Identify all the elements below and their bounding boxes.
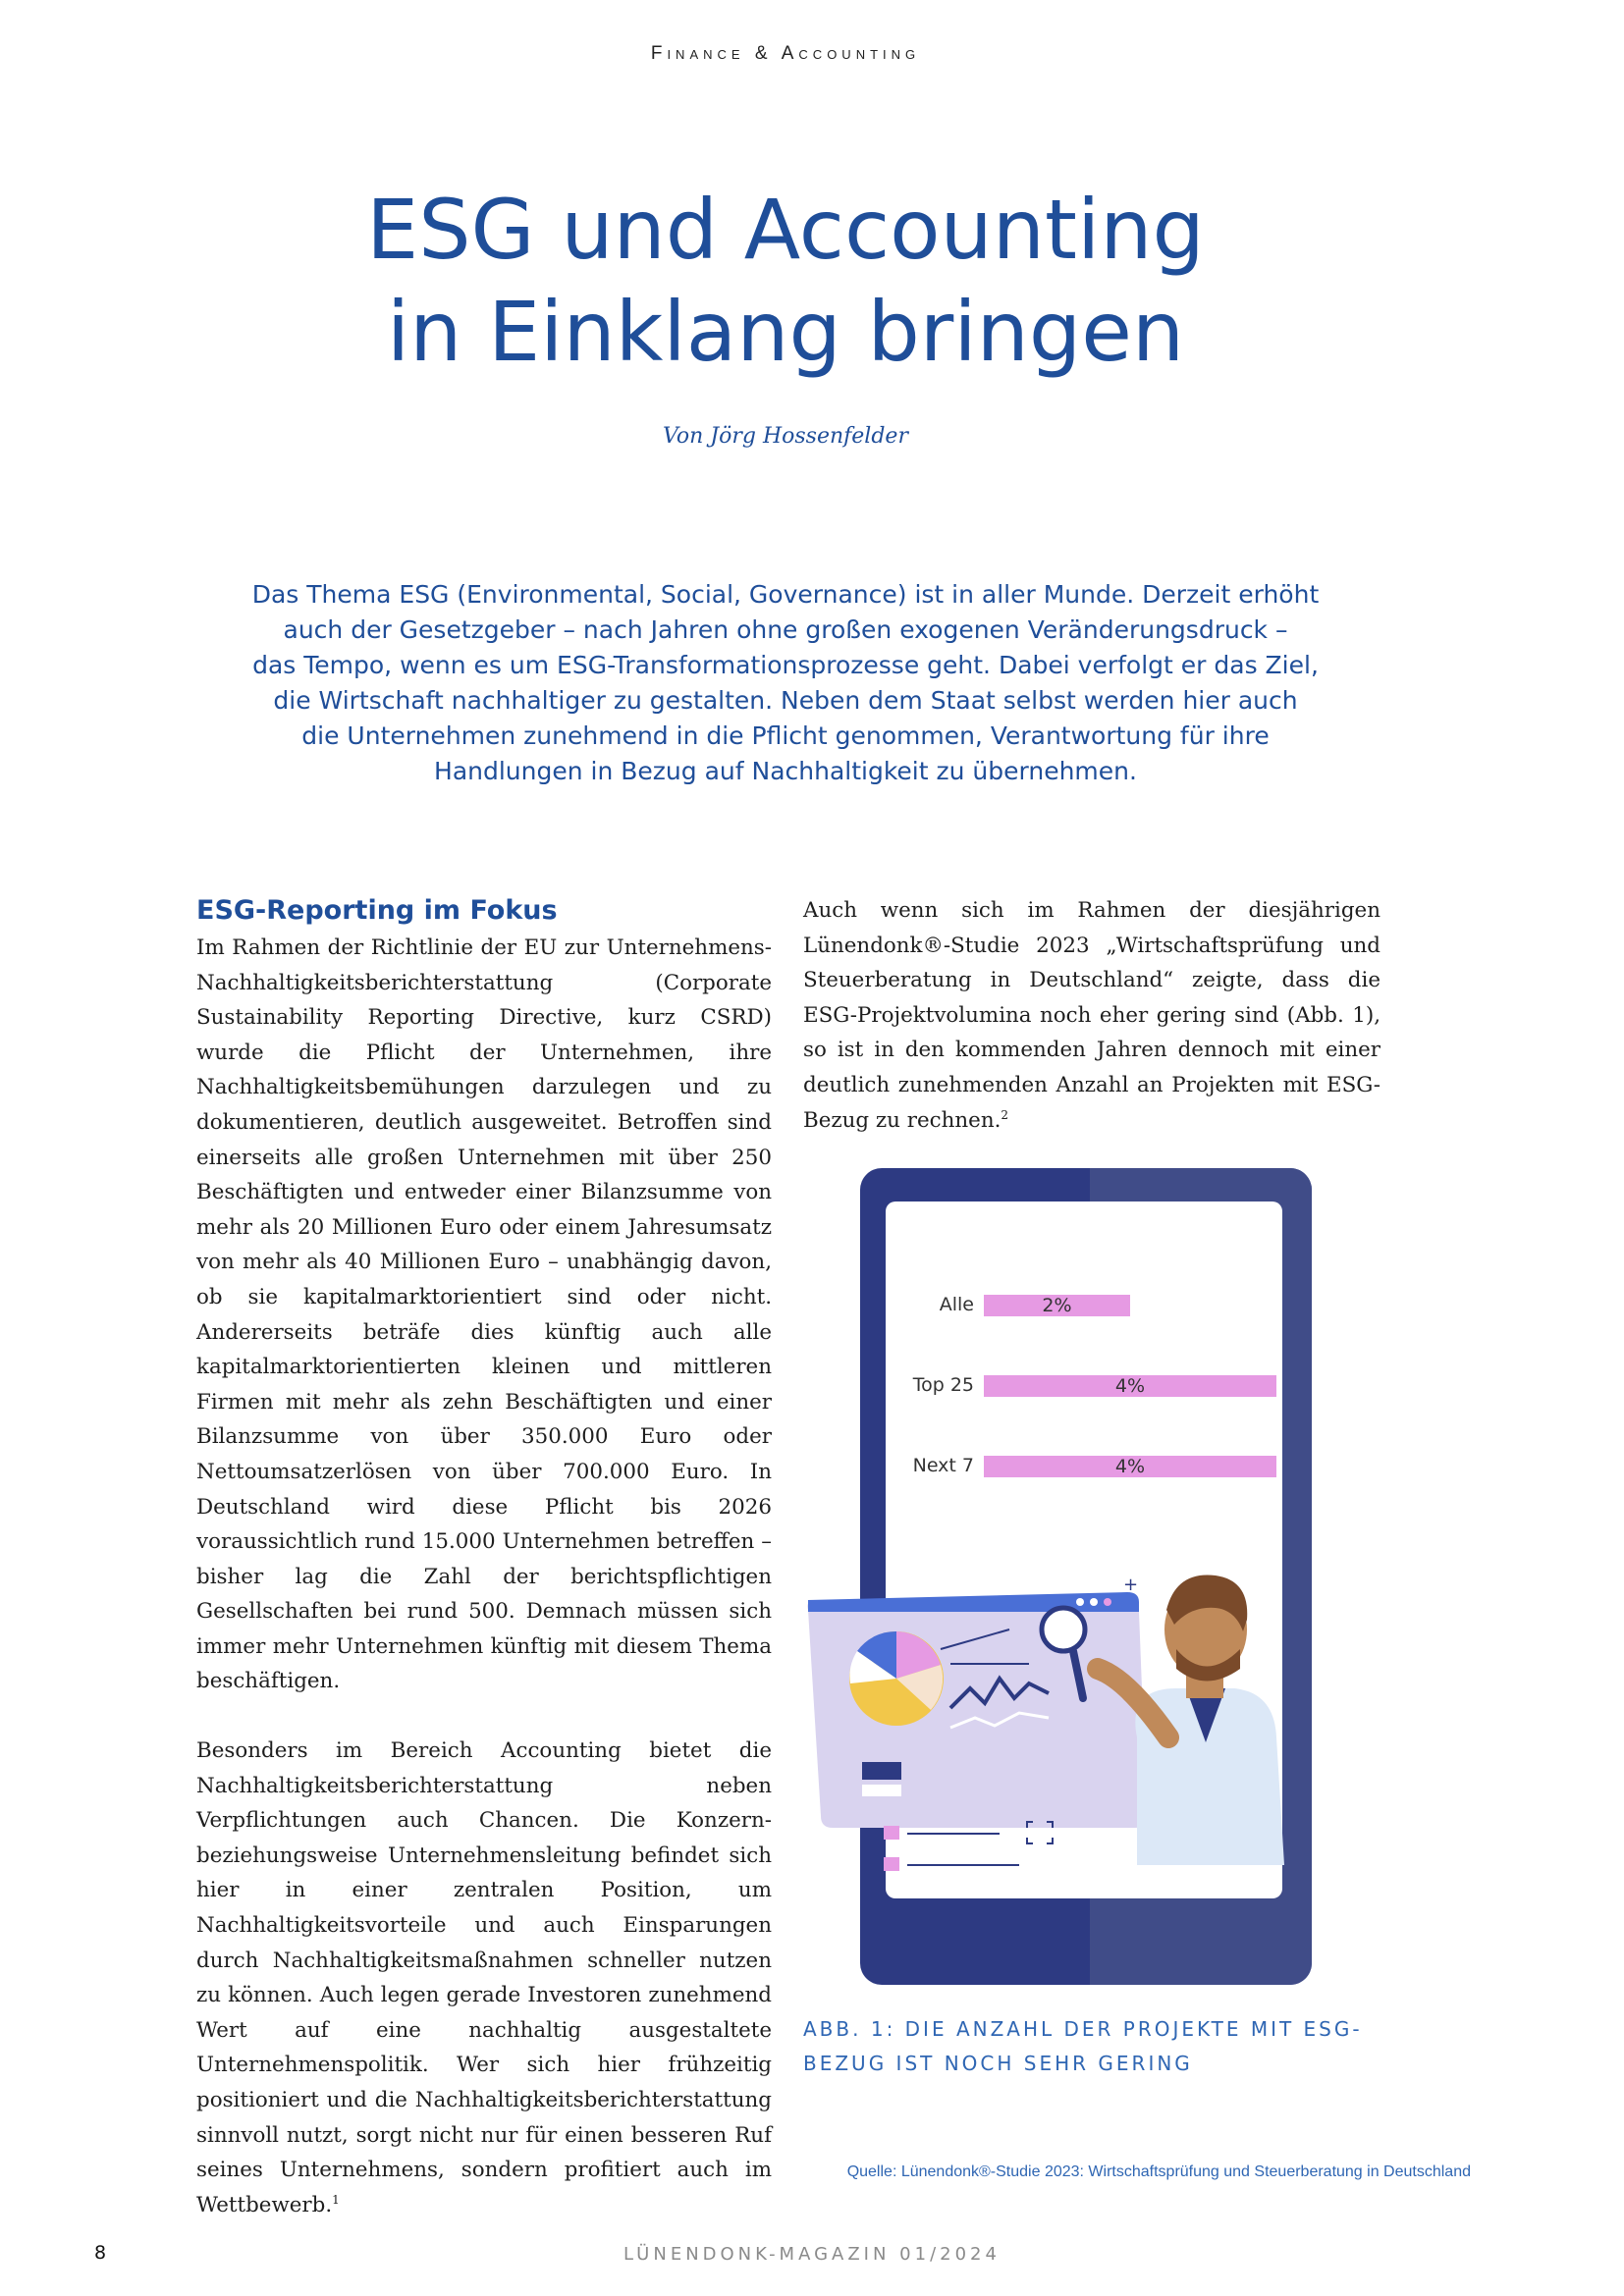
footnote-marker: 2 [1001,1107,1009,1122]
lead-line: die Wirtschaft nachhaltiger zu gestalten. Neben dem Staat selbst werden hier auch [273,686,1298,715]
figure-caption [803,2012,1392,2081]
title-line: in Einklang bringen [386,284,1185,380]
caption-line: ABB. 1: DIE ANZAHL DER PROJEKTE MIT ESG- [803,2017,1363,2041]
figure-source: Quelle: Lünendonk®-Studie 2023: Wirtschaftsprüfung und Steuerberatung in Deutschland [846,2163,1471,2180]
article-title [0,179,1571,383]
body-paragraph [196,1734,772,2222]
lead-line: Das Thema ESG (Environmental, Social, Governance) ist in aller Munde. Derzeit erhöht [251,580,1320,609]
paragraph-text: Auch wenn sich im Rahmen der diesjährigen Lünendonk®-Studie 2023 „Wirtschaftsprüfung und Steuerberatung in Deutschland“ zeigte, dass die ESG-Projektvolumina noch eher gering sind (Abb. 1), so ist in den kommenden Jahren dennoch mit einer deutlich zunehmenden Anzahl an Projekten mit ESG-Bezug zu rechnen. [803,898,1380,1133]
lead-line: Handlungen in Bezug auf Nachhaltigkeit zu übernehmen. [434,757,1137,785]
bar-category-label: Alle [939,1294,974,1315]
title-line: ESG und Accounting [366,182,1205,278]
bar-category-label: Top 25 [912,1374,974,1396]
footnote-marker: 1 [332,2192,340,2207]
right-column [803,893,1380,1138]
bar [984,1295,1130,1316]
lead-line: auch der Gesetzgeber – nach Jahren ohne großen exogenen Veränderungsdruck – [283,615,1288,644]
section-subheading: ESG-Reporting im Fokus [196,895,558,926]
lead-line: die Unternehmen zunehmend in die Pflicht genommen, Verantwortung für ihre [301,721,1270,750]
body-paragraph [803,893,1380,1138]
left-column [196,893,772,2222]
lead-paragraph [196,577,1375,789]
section-label: Finance & Accounting [650,43,921,64]
bar-category-label: Next 7 [912,1455,974,1476]
author-byline: Von Jörg Hossenfelder [663,424,908,449]
svg-text:+: + [1123,1575,1139,1595]
paragraph-text: Besonders im Bereich Accounting bietet die Nachhaltigkeitsberichterstattung neben Verpflichtungen auch Chancen. Die Konzern- beziehungsweise Unternehmensleitung befindet sich hier in einer zentralen Position, um Nachhaltigkeitsvorteile und auch Einsparungen durch Nachhaltigkeitsmaßnahmen schneller nutzen zu können. Auch legen gerade Investoren zunehmend Wert auf eine nachhaltig ausgestaltete Unternehmenspolitik. Wer sich hier frühzeitig positioniert und die Nachhaltigkeitsberichterstattung sinnvoll nutzt, sorgt nicht nur für einen besseren Ruf seines Unternehmens, sondern profitiert auch im Wettbewerb. [196,1738,772,2217]
bar-chart [886,1276,1282,1492]
bar-value-label: 2% [1042,1295,1072,1316]
caption-line: BEZUG IST NOCH SEHR GERING [803,2052,1193,2075]
magazine-footer: LÜNENDONK-MAGAZIN 01/2024 [623,2244,1001,2265]
page-number: 8 [94,2242,107,2264]
pie-chart-icon [849,1631,944,1726]
bar-value-label: 4% [1114,1375,1146,1397]
bar [984,1375,1276,1397]
lead-line: das Tempo, wenn es um ESG-Transformationsprozesse geht. Dabei verfolgt er das Ziel, [252,651,1319,679]
bar-value-label: 4% [1114,1456,1146,1477]
body-paragraph: Im Rahmen der Richtlinie der EU zur Unternehmens-Nachhaltigkeitsberichterstattung (Corporate Sustainability Reporting Directive, kurz CSRD) wurde die Pflicht der Unternehmen, ihre Nachhaltigkeitsbemühungen darzulegen und zu dokumentieren, deutlich ausgeweitet. Betroffen sind einerseits alle großen Unternehmen mit über 250 Beschäftigten und entweder einer Bilanzsumme von mehr als 20 Millionen Euro oder einem Jahresumsatz von mehr als 40 Millionen Euro – unabhängig davon, ob sie kapitalmarktorientiert sind oder nicht. Andererseits beträfe dies künftig auch alle kapitalmarktorientierten kleinen und mittleren Firmen mit mehr als zehn Beschäftigten und einer Bilanzsumme von über 350.000 Euro oder Nettoumsatzerlösen von über 700.000 Euro. In Deutschland wird diese Pflicht bis 2026 voraussichtlich rund 15.000 Unternehmen betreffen – bisher lag die Zahl der berichtspflichtigen Gesellschaften bei rund 500. Demnach müssen sich immer mehr Unternehmen künftig mit diesem Thema beschäftigen. [196,935,772,1694]
analyst-illustration [803,1571,1294,1924]
bar [984,1456,1276,1477]
